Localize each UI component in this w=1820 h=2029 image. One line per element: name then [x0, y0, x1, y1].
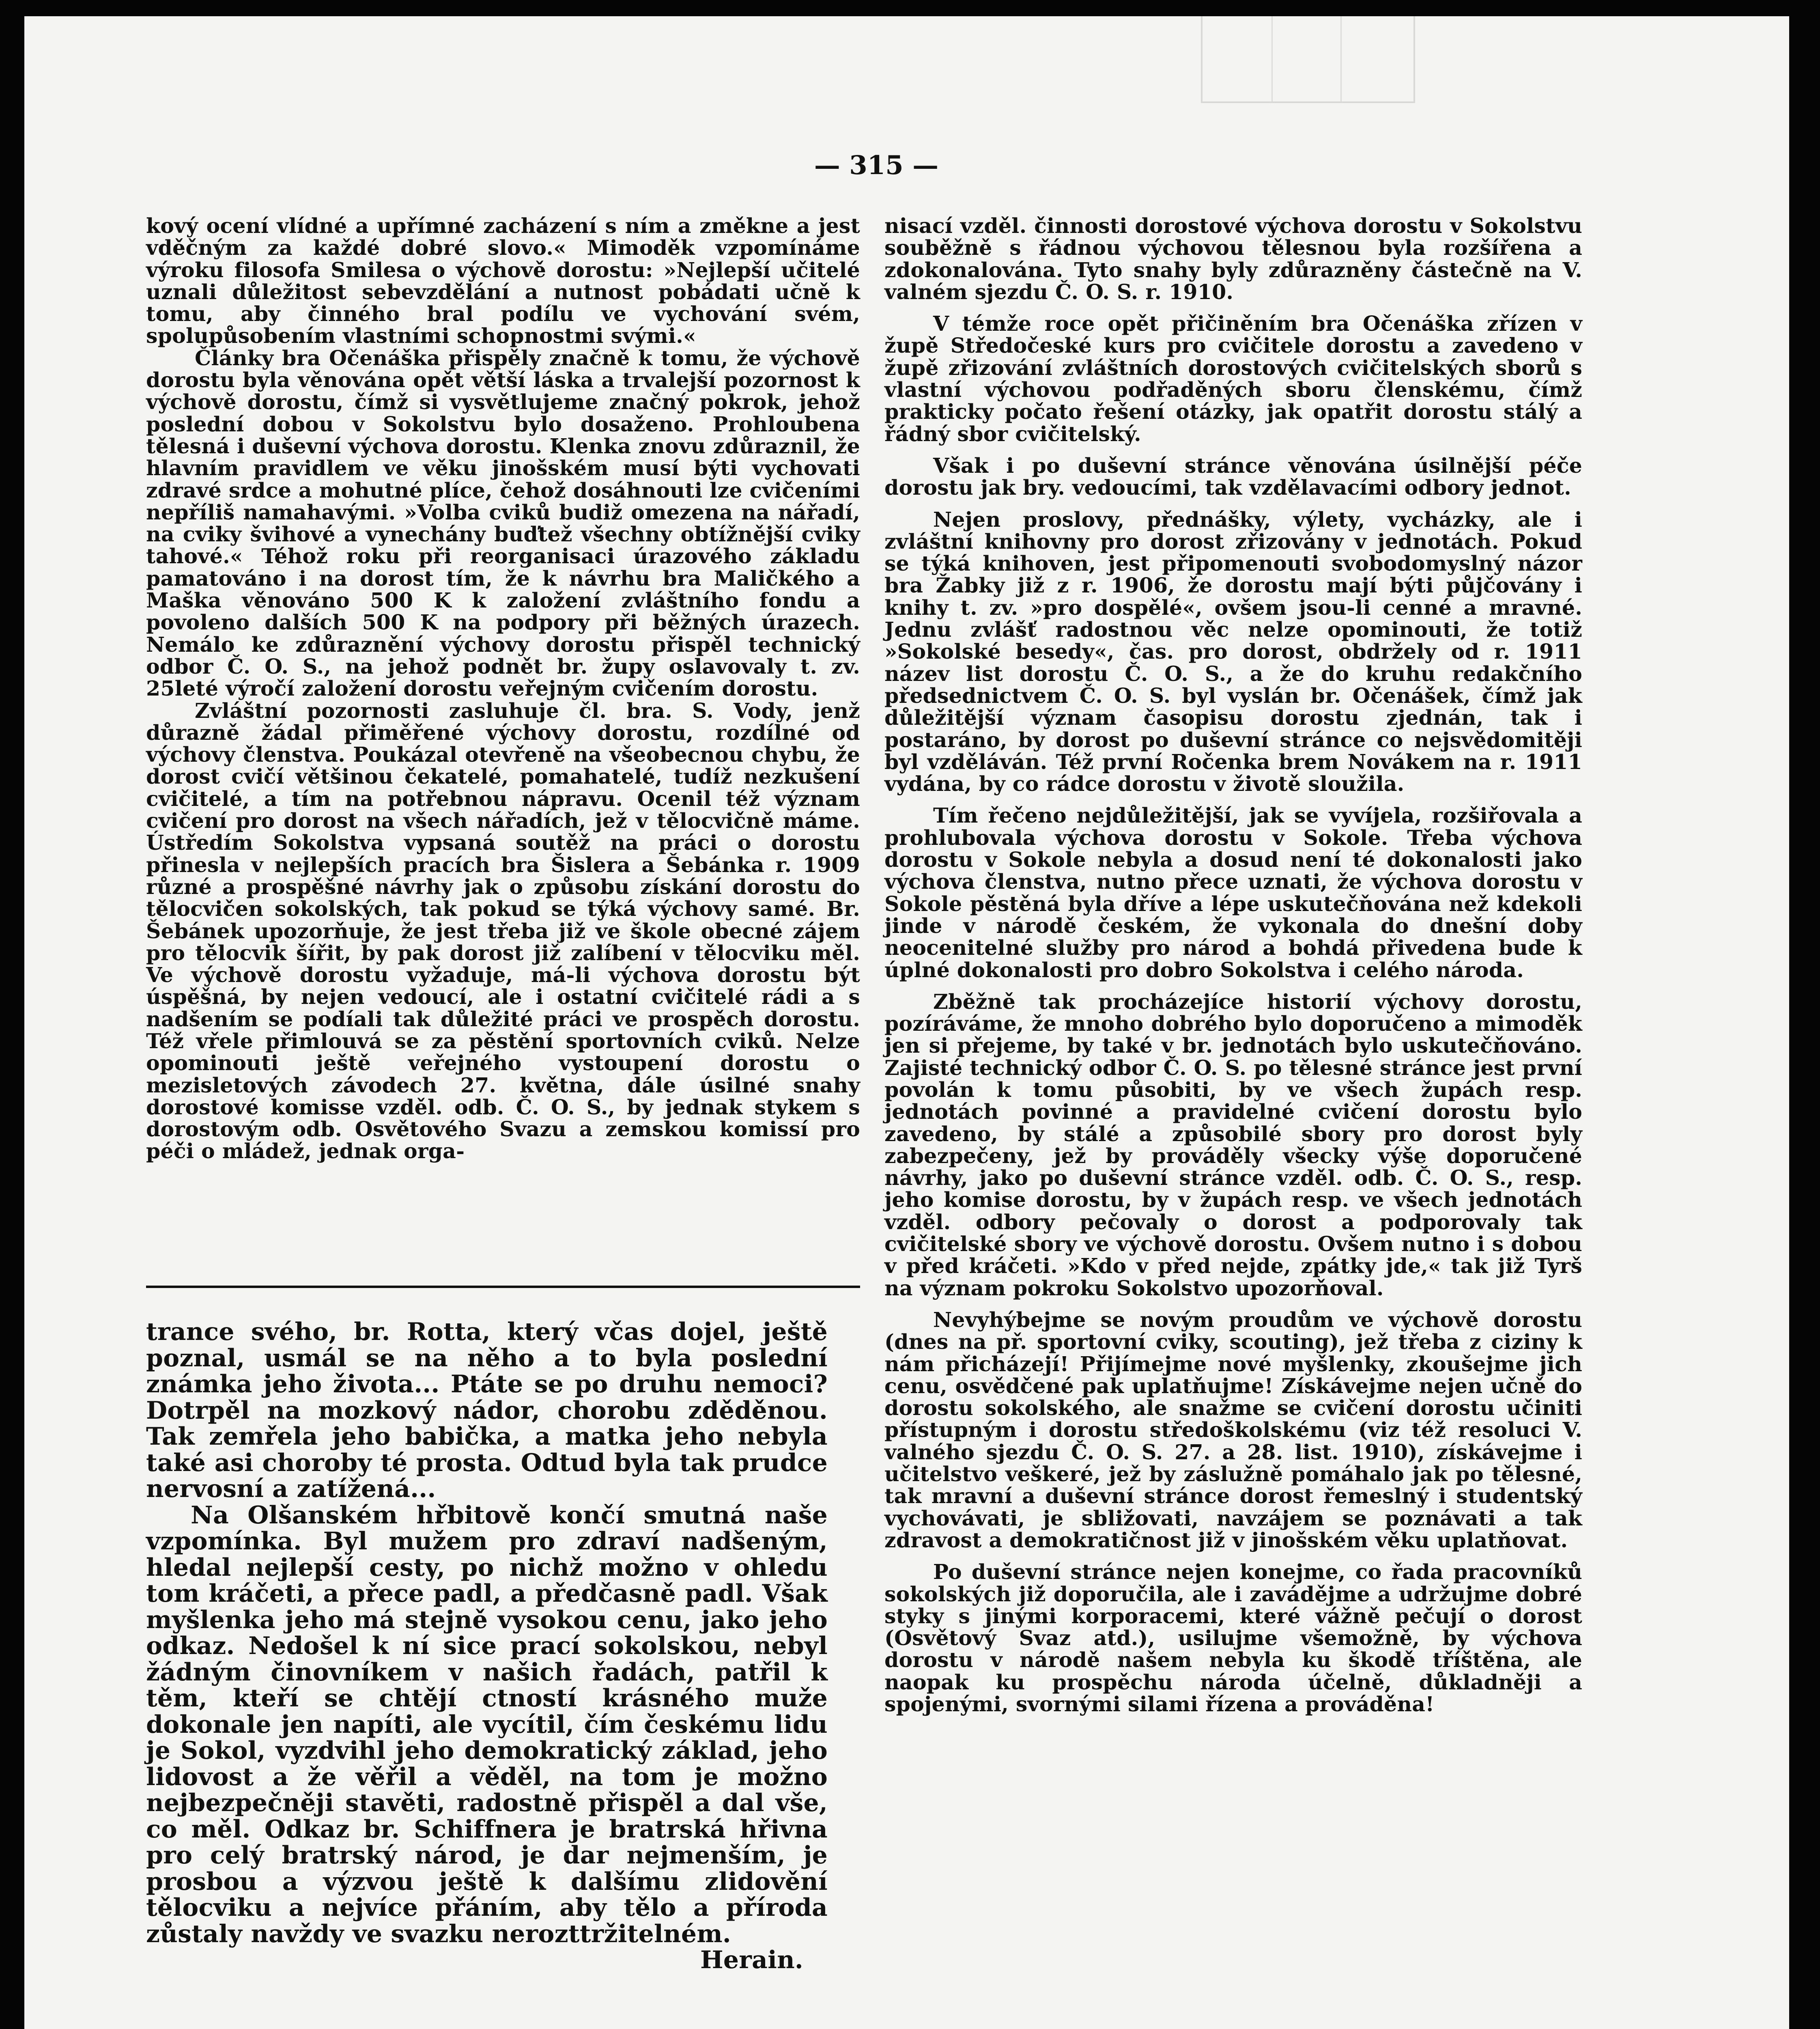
right-column	[884, 215, 1582, 1715]
paragraph: Zběžně tak procházejíce historií výchovy dorostu, pozíráváme, že mnoho dobrého bylo doporučeno a mimoděk jen si přejeme, by také v br. jednotách bylo uskutečňováno. Zajisté technický odbor Č. O. S. po tělesné stránce jest první povolán k tomu působiti, by ve všech župách resp. jednotách povinné a pravidelné cvičení dorostu bylo zavedeno, by stálé a způsobilé sbory pro dorost byly zabezpečeny, jež by prováděly všecky výše doporučené návrhy, jako po duševní stránce vzděl. odb. Č. O. S., resp. jeho komise dorostu, by v župách resp. ve všech jednotách vzděl. odbory pečovaly o dorost a podporovaly tak cvičitelské sbory ve výchově dorostu. Ovšem nutno i s dobou v před kráčeti. »Kdo v před nejde, zpátky jde,« tak již Tyrš na význam pokroku Sokolstvo upozorňoval.	[884, 989, 1582, 1300]
paragraph: Nejen proslovy, přednášky, výlety, vycházky, ale i zvláštní knihovny pro dorost zřizovány v jednotách. Pokud se týká knihoven, jest připomenouti svobodomyslný názor bra Žabky již z r. 1906, že dorostu mají býti půjčovány i knihy t. zv. »pro dospělé«, ovšem jsou-li cenné a mravné. Jednu zvlášť radostnou věc nelze opominouti, že totiž »Sokolské besedy«, čas. pro dorost, obdržely od r. 1911 název list dorostu Č. O. S., a že do kruhu redakčního předsednictvem Č. O. S. byl vyslán br. Očenášek, čímž jak důležitější význam časopisu dorostu zjednán, tak i postaráno, by dorost po duševní stránce co nejsvědomitěji byl vzděláván. Též první Ročenka brem Novákem na r. 1911 vydána, by co rádce dorostu v životě sloužila.	[884, 507, 1582, 796]
paragraph: Však i po duševní stránce věnována úsilnější péče dorostu jak bry. vedoucími, tak vzdělavacími odbory jednot.	[884, 453, 1582, 500]
paragraph: kový ocení vlídné a upřímné zacházení s ním a změkne a jest vděčným za každé dobré slovo.« Mimoděk vzpomínáme výroku filosofa Smilesa o výchově dorostu: »Nejlepší učitelé uznali důležitost sebevzdělání a nutnost pobádati učně k tomu, aby činného bral podílu ve vychování svém, spolupůsobením vlastními schopnostmi svými.«	[146, 214, 860, 348]
signature-author: Herain.	[700, 1946, 803, 1974]
signature-line	[146, 1947, 828, 1973]
page-sheet	[24, 16, 1789, 2029]
paragraph: Po duševní stránce nejen konejme, co řada pracovníků sokolských již doporučila, ale i zavádějme a udržujme dobré styky s jinými korporacemi, které vážně pečují o dorost (Osvětový Svaz atd.), usilujme všemožně, by výchova dorostu v národě našem nebyla ku škodě tříštěna, ale naopak ku prospěchu národa účelně, důkladněji a spojenými, svornými silami řízena a prováděna!	[884, 1560, 1582, 1716]
paragraph: V témže roce opět přičiněním bra Očenáška zřízen v župě Středočeské kurs pro cvičitele dorostu a zavedeno v župě zřizování zvláštních dorostových cvičitelských sborů s vlastní výchovou podřaděných sboru členskému, čímž prakticky počato řešení otázky, jak opatřit dorostu stálý a řádný sbor cvičitelský.	[884, 312, 1582, 446]
library-stamp	[1201, 16, 1415, 103]
left-column-top	[146, 215, 860, 1163]
paragraph: nisací vzděl. činnosti dorostové výchova dorostu v Sokolstvu souběžně s řádnou výchovou tělesnou byla rozšířena a zdokonalována. Tyto snahy byly zdůrazněny částečně na V. valném sjezdu Č. O. S. r. 1910.	[884, 214, 1582, 304]
paragraph: Na Olšanském hřbitově končí smutná naše vzpomínka. Byl mužem pro zdraví nadšeným, hledal nejlepší cesty, po nichž možno v ohledu tom kráčeti, a přece padl, a předčasně padl. Však myšlenka jeho má stejně vysokou cenu, jako jeho odkaz. Nedošel k ní sice prací sokolskou, nebyl žádným činovníkem v našich řadách, patřil k těm, kteří se chtějí ctností krásného muže dokonale jen napíti, ale vycítil, čím českému lidu je Sokol, vyzdvihl jeho demokratický základ, jeho lidovost a že věřil a věděl, na tom je možno nejbezpečněji stavěti, radostně přispěl a dal vše, co měl. Odkaz br. Schiffnera je bratrská hřivna pro celý bratrský národ, je dar nejmenším, je prosbou a výzvou ještě k dalšímu zlidovění tělocviku a nejvíce přáním, aby tělo a příroda zůstaly navždy ve svazku nerozttržitelném.	[146, 1501, 828, 1948]
paragraph: Nevyhýbejme se novým proudům ve výchově dorostu (dnes na př. sportovní cviky, scouting), jež třeba z ciziny k nám přicházejí! Přijímejme nové myšlenky, zkoušejme jich cenu, osvědčené pak uplatňujme! Získávejme nejen učně do dorostu sokolského, ale snažme se cvičení dorostu učiniti přístupným i dorostu středoškolskému (viz též resoluci V. valného sjezdu Č. O. S. 27. a 28. list. 1910), získávejme i učitelstvo veškeré, jež by záslužně pomáhalo jak po tělesné, tak mravní a duševní stránce dorost řemeslný i studentský vychovávati, je sbližovati, navzájem se poznávati a tak zdravost a demokratičnost již v jinošském věku uplatňovat.	[884, 1307, 1582, 1552]
page-number: — 315 —	[814, 150, 939, 181]
paragraph: Zvláštní pozornosti zasluhuje čl. bra. S. Vody, jenž důrazně žádal přiměřené výchovy dorostu, rozdílné od výchovy členstva. Poukázal otevřeně na všeobecnou chybu, že dorost cvičí většinou čekatelé, pomahatelé, tudíž nezkušení cvičitelé, a tím na potřebnou nápravu. Ocenil též význam cvičení pro dorost na všech nářadích, jež v tělocvičně máme. Ústředím Sokolstva vypsaná soutěž na práci o dorostu přinesla v nejlepších pracích bra Šislera a Šebánka r. 1909 různé a prospěšné návrhy jak o způsobu získání dorostu do tělocvičen sokolských, tak pokud se týká výchovy samé. Br. Šebánek upozorňuje, že jest třeba již ve škole obecné zájem pro tělocvik šířit, by pak dorost již zalíbení v tělocviku měl. Ve výchově dorostu vyžaduje, má-li výchova dorostu být úspěšná, by nejen vedoucí, ale i ostatní cvičitelé rádi a s nadšením se podíali tak důležité práci ve prospěch dorostu. Též vřele přimlouvá se za pěstění sportovních cviků. Nelze opominouti ještě veřejného vystoupení dorostu o mezisletových závodech 27. května, dále úsilné snahy dorostové komisse vzděl. odb. Č. O. S., by jednak stykem s dorostovým odb. Osvětového Svazu a zemskou komissí pro péči o mládež, jednak orga-	[146, 698, 860, 1163]
paragraph: Články bra Očenáška přispěly značně k tomu, že výchově dorostu byla věnována opět větší láska a trvalejší pozornost k výchově dorostu, čímž si vysvětlujeme značný pokrok, jehož poslední dobou v Sokolstvu bylo dosaženo. Prohloubena tělesná i duševní výchova dorostu. Klenka znovu zdůraznil, že hlavním pravidlem ve věku jinošském musí býti vychovati zdravé srdce a mohutné plíce, čehož dosáhnouti lze cvičeními nepříliš namahavými. »Volba cviků budiž omezena na nářadí, na cviky švihové a vynechány buďtež všechny obtížnější cviky tahové.« Téhož roku při reorganisaci úrazového základu pamatováno i na dorost tím, že k návrhu bra Maličkého a Maška věnováno 500 K k založení zvláštního fondu a povoleno dalších 500 K na podpory při běžných úrazech. Nemálo ke zdůraznění výchovy dorostu přispěl technický odbor Č. O. S., na jehož podnět br. župy oslavovaly t. zv. 25leté výročí založení dorostu veřejným cvičením dorostu.	[146, 346, 860, 701]
column-divider-rule	[146, 1286, 860, 1288]
left-column-bottom	[146, 1319, 828, 1973]
paragraph: Tím řečeno nejdůležitější, jak se vyvíjela, rozšiřovala a prohlubovala výchova dorostu v Sokole. Třeba výchova dorostu v Sokole nebyla a dosud není té dokonalosti jako výchova členstva, nutno přece uznati, že výchova dorostu v Sokole pěstěná byla dříve a lépe uskutečňována než kdekoli jinde v národě českém, že vykonala do dnešní doby neocenitelné služby pro národ a bohdá přivedena bude k úplné dokonalosti pro dobro Sokolstva i celého národa.	[884, 803, 1582, 982]
paragraph: trance svého, br. Rotta, který včas dojel, ještě poznal, usmál se na něho a to byla poslední známka jeho života... Ptáte se po druhu nemoci? Dotrpěl na mozkový nádor, chorobu zděděnou. Tak zemřela jeho babička, a matka jeho nebyla také asi choroby té prosta. Odtud byla tak prudce nervosní a zatížená...	[146, 1318, 828, 1503]
